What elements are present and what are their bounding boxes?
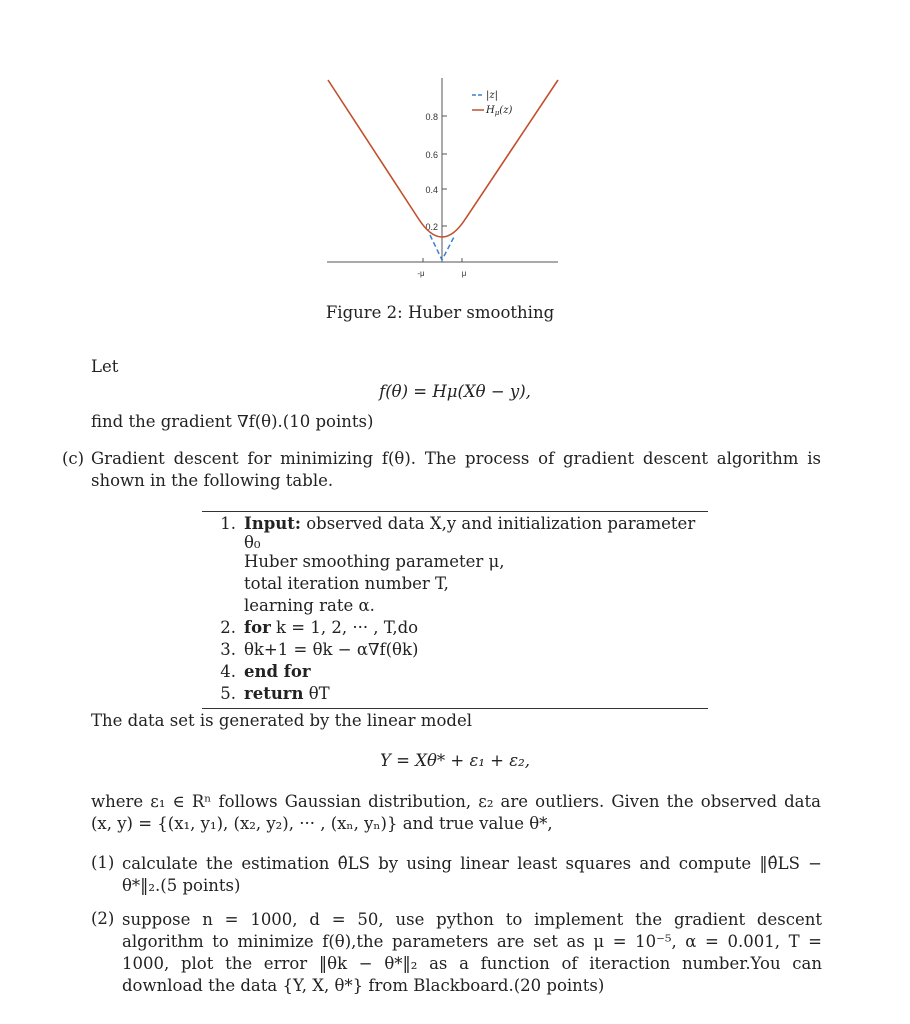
figure-caption: Figure 2: Huber smoothing — [325, 303, 555, 322]
algorithm-table — [202, 514, 708, 706]
huber-chart — [300, 60, 580, 290]
legend-huber: $H_\mu(z)$ — [486, 105, 513, 117]
item1-label: (1) — [91, 853, 115, 872]
algorithm-row: Huber smoothing parameter μ, — [244, 552, 505, 571]
algorithm-row: 3. θk+1 = θk − α∇f(θk) — [220, 640, 419, 659]
data-intro-text: The data set is generated by the linear model — [91, 711, 472, 730]
algorithm-row: 1. Input: observed data X,y and initialization parameter θ₀ — [220, 514, 696, 552]
y-tick-label: 0.6 — [425, 150, 438, 160]
find-gradient-text: find the gradient ∇f(θ).(10 points) — [91, 412, 374, 431]
algorithm-row: learning rate α. — [244, 596, 375, 615]
part-c-body: Gradient descent for minimizing f(θ). The process of gradient descent algorithm is shown in the following table. — [91, 449, 821, 490]
where-text: where ε₁ ∈ Rⁿ follows Gaussian distribution, ε₂ are outliers. Given the observed data (x, y) = {(x₁, y₁), (x₂, y₂), ··· , (xₙ, yₙ)} and true value θ*, — [91, 792, 821, 833]
item2-body: suppose n = 1000, d = 50, use python to implement the gradient descent algorithm to minimize f(θ),the parameters are set as μ = 10⁻⁵, α = 0.001, T = 1000, plot the error ‖θk − θ*‖₂ as a function of iteraction number.You can download the data {Y, X, θ*} from Blackboard.(20 points) — [122, 910, 822, 995]
equation-model: Y = Xθ* + ε₁ + ε₂, — [380, 751, 530, 770]
y-ticks — [425, 112, 447, 232]
part-c-label: (c) — [62, 449, 85, 468]
algorithm-box — [202, 511, 708, 709]
top-rule — [202, 511, 708, 512]
algorithm-row: 4. end for — [220, 662, 311, 681]
algorithm-row: 5. return θT — [220, 684, 330, 703]
equation-f: f(θ) = Hμ(Xθ − y), — [379, 382, 531, 401]
algorithm-row: total iteration number T, — [244, 574, 449, 593]
y-tick-label: 0.8 — [425, 112, 438, 122]
bottom-rule — [202, 708, 708, 709]
huber-line — [328, 80, 558, 237]
item1-body: calculate the estimation θ̂LS by using linear least squares and compute ‖θ̂LS − θ*‖₂.(5 points) — [122, 854, 822, 895]
legend — [472, 90, 512, 117]
legend-abs-z: |z| — [486, 90, 499, 101]
x-tick-label: -μ — [417, 269, 425, 278]
algorithm-row: 2. for k = 1, 2, ··· , T,do — [220, 618, 419, 637]
x-tick-label: μ — [461, 269, 467, 278]
item2-label: (2) — [91, 909, 115, 928]
y-tick-label: 0.2 — [425, 222, 438, 232]
y-tick-label: 0.4 — [425, 185, 438, 195]
let-text: Let — [91, 357, 119, 376]
